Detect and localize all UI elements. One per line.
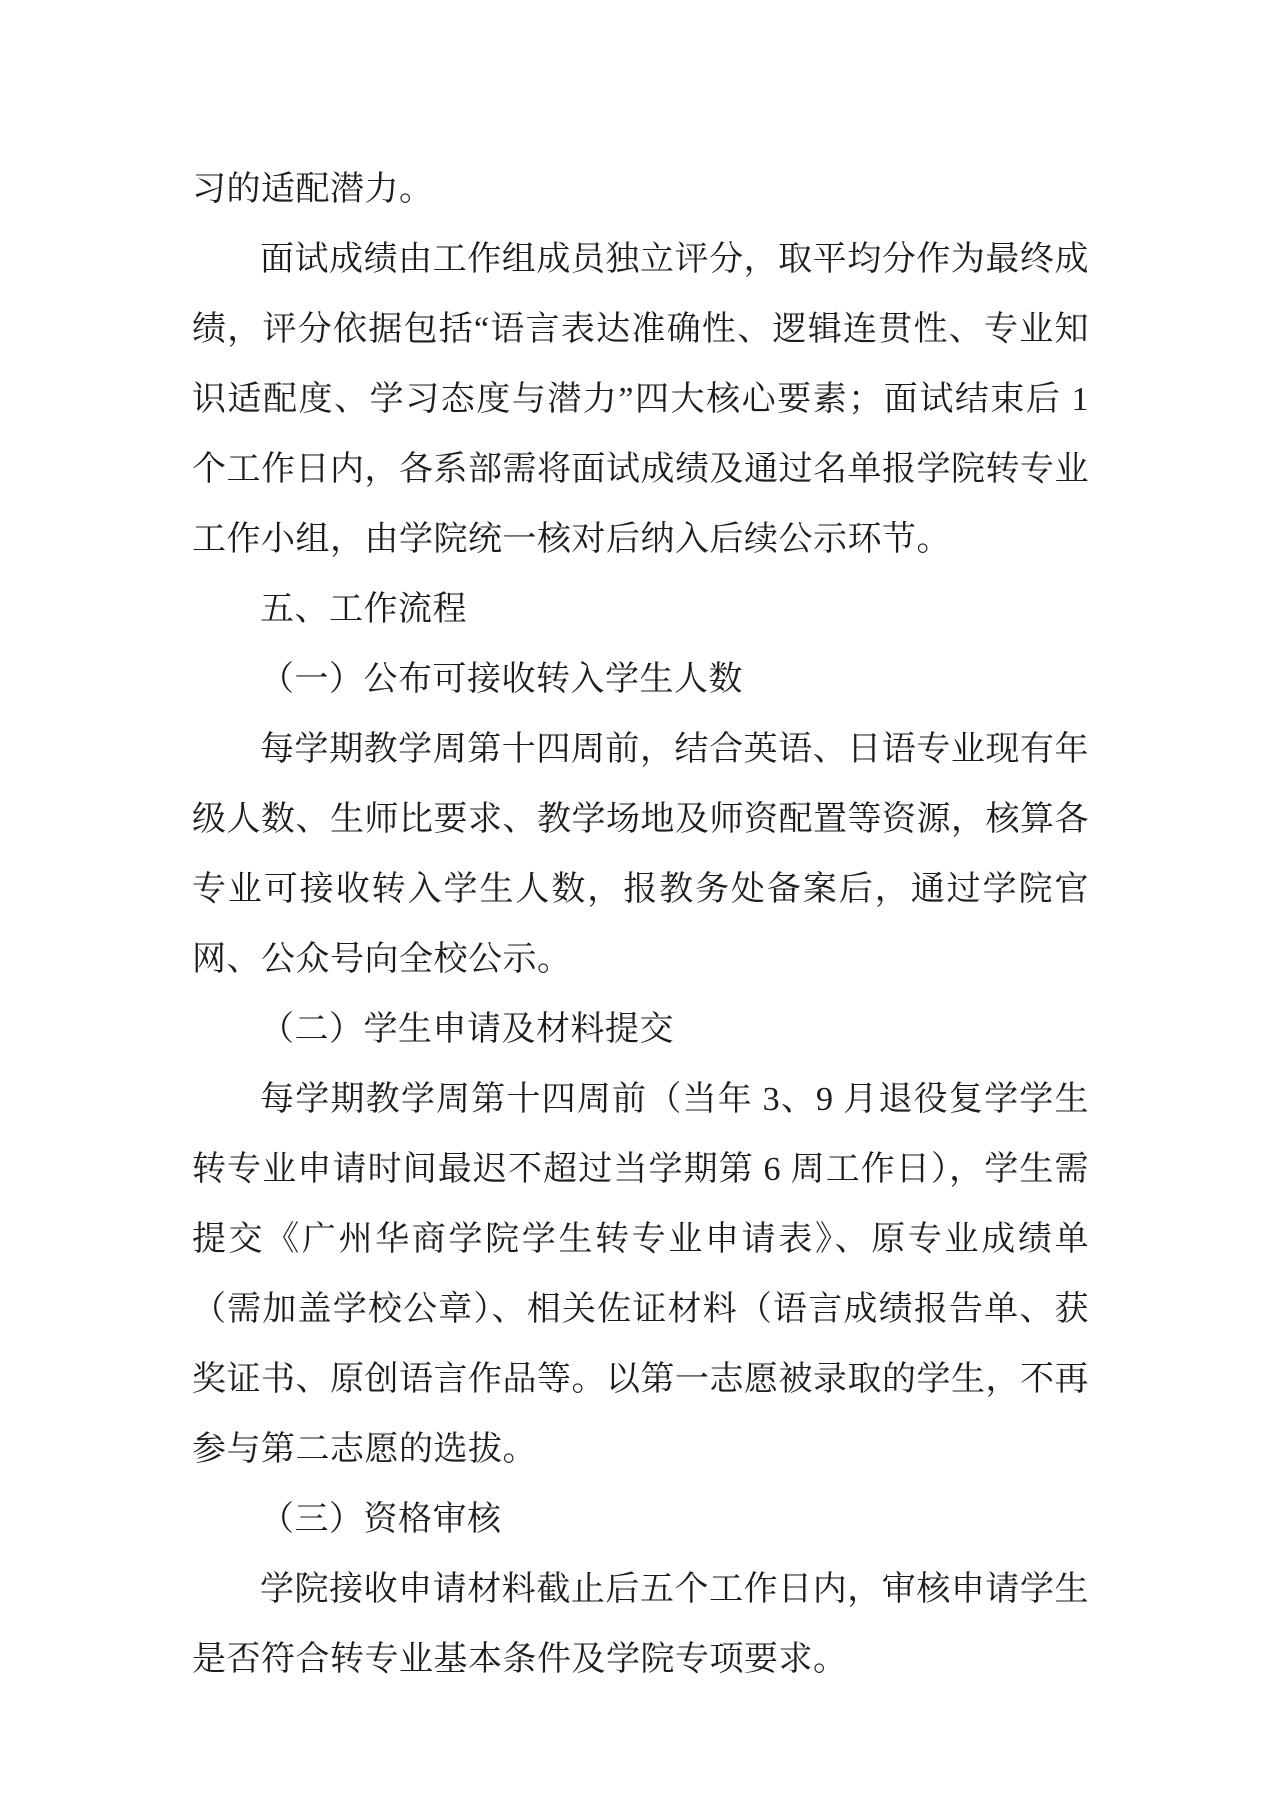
paragraph-item-1-capacity-calculation: 每学期教学周第十四周前，结合英语、日语专业现有年级人数、生师比要求、教学场地及师资配置等资源，核算各专业可接收转入学生人数，报教务处备案后，通过学院官网、公众号向全校公示。 <box>192 731 1089 978</box>
heading-item-1-announce-capacity: （一）公布可接收转入学生人数 <box>260 661 743 698</box>
document-page <box>192 155 1089 1695</box>
paragraph-item-3-review-body: 学院接收申请材料截止后五个工作日内，审核申请学生是否符合转专业基本条件及学院专项要求。 <box>192 1571 1089 1678</box>
heading-section-5-work-process: 五、工作流程 <box>260 591 467 628</box>
paragraph-continuation: 习的适配潜力。 <box>192 171 434 208</box>
paragraph-interview-scoring: 面试成绩由工作组成员独立评分，取平均分作为最终成绩，评分依据包括“语言表达准确性、逻辑连贯性、专业知识适配度、学习态度与潜力”四大核心要素；面试结束后 1 个工作日内，各系部需将面试成绩及通过名单报学院转专业工作小组，由学院统一核对后纳入后续公示环节。 <box>192 241 1089 558</box>
paragraph-item-2-application-materials: 每学期教学周第十四周前（当年 3、9 月退役复学学生转专业申请时间最迟不超过当学期第 6 周工作日），学生需提交《广州华商学院学生转专业申请表》、原专业成绩单（需加盖学校公章）、相关佐证材料（语言成绩报告单、获奖证书、原创语言作品等。以第一志愿被录取的学生，不再参与第二志愿的选拔。 <box>192 1081 1089 1468</box>
heading-item-2-student-application: （二）学生申请及材料提交 <box>260 1011 674 1048</box>
heading-item-3-qualification-review: （三）资格审核 <box>260 1501 502 1538</box>
